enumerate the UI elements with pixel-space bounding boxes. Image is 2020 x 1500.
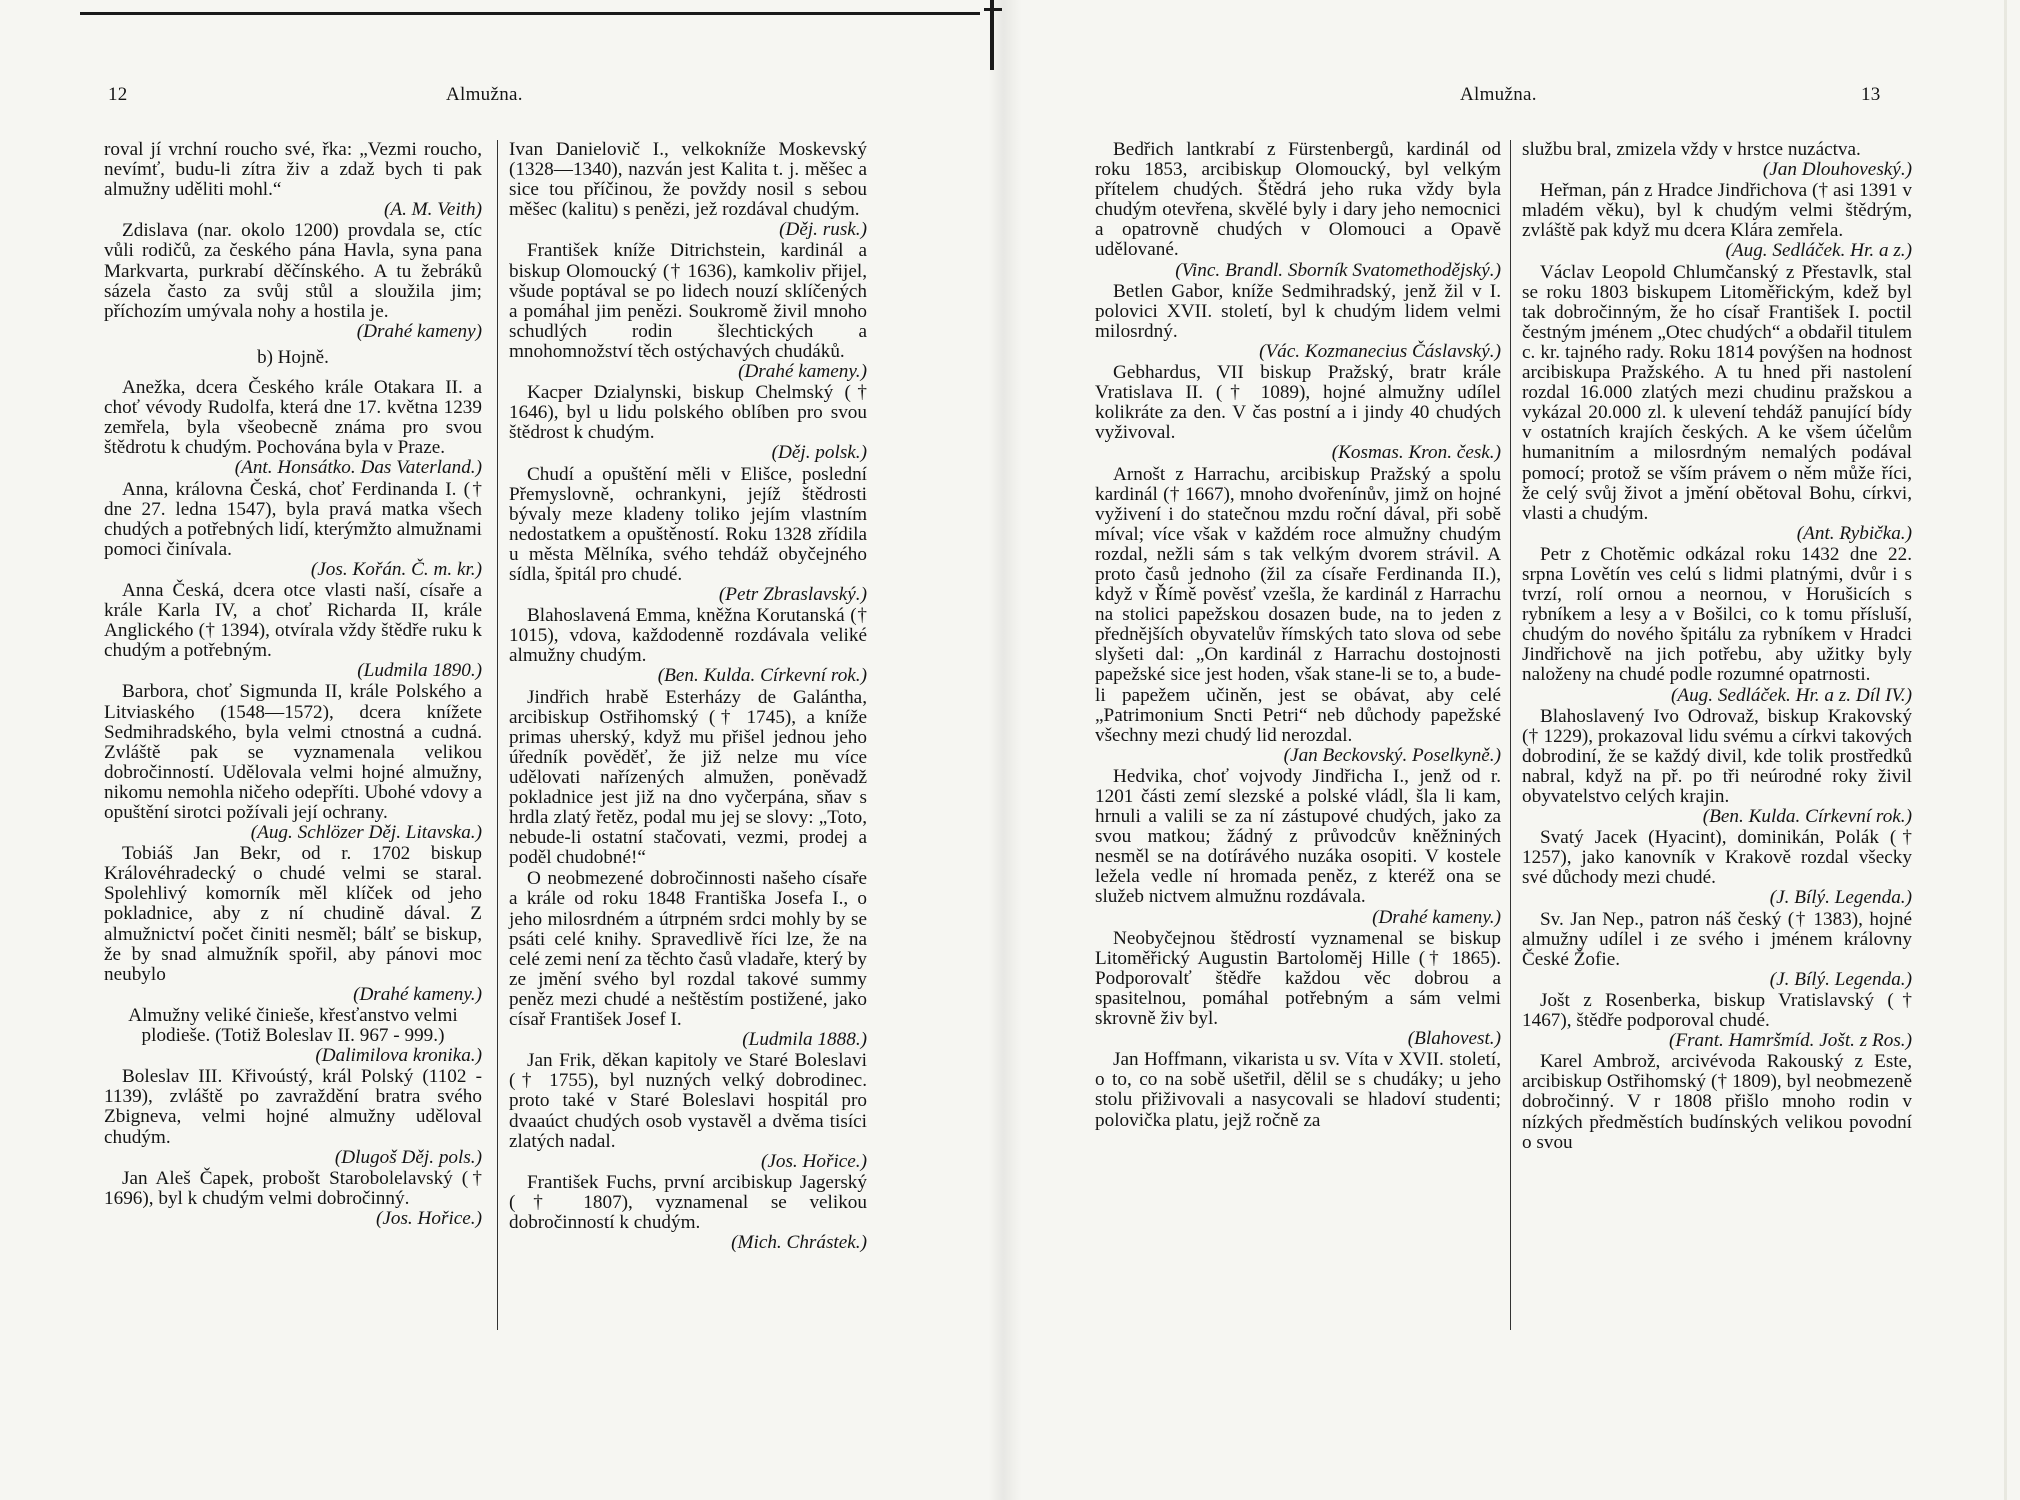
entry-source: (Děj. polsk.)	[771, 442, 867, 464]
entry-paragraph	[104, 682, 482, 843]
top-rule	[80, 12, 980, 15]
entry-source: (Ludmila 1890.)	[357, 660, 482, 682]
entry-text: Zdislava (nar. okolo 1200) provdala se, ctíc vůli rodičů, za českého pána Havla, syna pana Markvarta, purkrabí děčínského. A tu žebráků sázela často za svůj stůl a sloužila jim; příchozím umývala nohy a hostila je.	[104, 220, 482, 322]
entry-source: (Jos. Hořice.)	[375, 1207, 482, 1229]
entry-source: (Mich. Chrástek.)	[731, 1232, 867, 1254]
running-head: Almužna.	[1460, 84, 1537, 105]
entry-text: František kníže Ditrichstein, kardinál a biskup Olomoucký († 1636), kamkoliv přijel, všude poptával se po lidech nouzí sklíčených a pomáhal jim penězi. Soukromě živil mnoho schudlých rodin šlechtických a mnohomnožství těch ostýchavých chudáků.	[509, 240, 867, 362]
entry-paragraph	[1522, 545, 1912, 706]
page-edge	[2004, 0, 2007, 1500]
entry-paragraph	[509, 688, 867, 869]
entry-text: Bedřich lantkrabí z Fürstenbergů, kardinál od roku 1853, arcibiskup Olomoucký, byl velkým přítelem chudých. Štědrá jeho ruka vždy byla chudým otevřena, skvělé byly i dary jeho nemocnici a opatrovně chudých v Olomouci a Opavě udělované.	[1095, 139, 1501, 261]
entry-source: (Jos. Kořán. Č. m. kr.)	[310, 558, 482, 580]
entry-text: Blahoslavený Ivo Odrovaž, biskup Krakovský († 1229), prokazoval lidu svému a církvi takových dobrodiní, že se každý divil, kde tolik prostředků nabral, když na př. po tři neúrodné roky živil obyvatelstvo celých krajin.	[1522, 705, 1912, 807]
entry-paragraph	[1095, 282, 1501, 362]
entry-source: (Ludmila 1888.)	[742, 1029, 867, 1051]
page-number: 13	[1861, 84, 1881, 105]
entry-text: Anna, královna Česká, choť Ferdinanda I. († dne 27. ledna 1547), byla pravá matka všech chudých a potřebných lidí, kterýmžto almužnami pomoci činívala.	[104, 478, 482, 560]
entry-source: (Vinc. Brandl. Sborník Svatomethodějský.)	[1175, 259, 1501, 281]
entry-source: (Aug. Sedláček. Hr. a z. Díl IV.)	[1670, 684, 1912, 706]
entry-source: (Aug. Schlözer Děj. Litavska.)	[250, 822, 482, 844]
entry-text: Anežka, dcera Českého krále Otakara II. a choť vévody Rudolfa, která dne 17. května 1239 zemřela, byla všeobecně známa pro svou štědrotu k chudým. Pochována byla v Praze.	[104, 377, 482, 459]
entry-text: Sv. Jan Nep., patron náš český († 1383), hojné almužny udílel i ze svého i jménem královny České Žofie.	[1522, 908, 1912, 970]
entry-source: (Dalimilova kronika.)	[315, 1045, 482, 1067]
entry-source: (J. Bílý. Legenda.)	[1769, 887, 1912, 909]
entry-source: (A. M. Veith)	[383, 199, 482, 221]
entry-paragraph	[104, 1169, 482, 1229]
entry-text: František Fuchs, první arcibiskup Jagerský († 1807), vyznamenal se velikou dobročinností k chudým.	[509, 1171, 867, 1233]
entry-text: Jan Frik, děkan kapitoly ve Staré Boleslavi († 1755), byl nuzných velký dobrodinec. proto také v Staré Boleslavi hospitál pro dvaaúct chudých osob vystavěl a dvěma tisíci zlatých nadal.	[509, 1050, 867, 1152]
entry-paragraph	[104, 140, 482, 220]
page-number: 12	[108, 84, 128, 105]
entry-source: (Ant. Honsátko. Das Vaterland.)	[234, 457, 482, 479]
entry-source: (Blahovest.)	[1407, 1028, 1501, 1050]
entry-paragraph	[104, 378, 482, 478]
entry-text: Jošt z Rosenberka, biskup Vratislavský († 1467), štědře podporoval chudé.	[1522, 989, 1912, 1032]
entry-paragraph	[1095, 1050, 1501, 1130]
entry-text: Neobyčejnou štědrostí vyznamenal se biskup Litoměřický Augustin Bartoloměj Hille († 1865). Podporovalť štědře každou věc dobrou a spasitelnou, pomáhal potřebným a sám velmi skrovně živ byl.	[1095, 927, 1501, 1030]
entry-text: Betlen Gabor, kníže Sedmihradský, jenž žil v I. polovici XVII. století, byl k chudým lidem velmi milosrdný.	[1095, 280, 1501, 342]
entry-text: Chudí a opuštění měli v Elišce, poslední Přemyslovně, ochrankyni, jejíž štědrosti bývaly meze kladeny toliko jejím vlastním nedostatkem a opuštěností. Roku 1328 zřídila u města Mělníka, svého tehdáž obyčejného sídla, špitál pro chudé.	[509, 463, 867, 585]
entry-text: roval jí vrchní roucho své, řka: „Vezmi roucho, nevímť, budu-li zítra živ a zdaž bych ti pak almužny uděliti mohl.“	[104, 139, 482, 201]
entry-text: Hedvika, choť vojvody Jindřicha I., jenž od r. 1201 části zemí slezské a polské vládl, šla li kam, hrnuli a valili se za ní zástupové chudých, jako za svou matkou; žádný z průvodcův kněžniných nesměl se na dotírávého nuzáka osopiti. V kostele ležela vedle ní hromada peněz, z kteréž ona se služeb nictvem almužnu rozdávala.	[1095, 765, 1501, 908]
entry-paragraph	[509, 1051, 867, 1172]
entry-paragraph	[1095, 140, 1501, 281]
entry-text: Boleslav III. Křivoústý, král Polský (1102 - 1139), zvláště po zavraždění bratra svého Zbigneva, velmi hojné almužny uděloval chudým.	[104, 1066, 482, 1148]
entry-paragraph	[104, 1067, 482, 1167]
entry-text: Tobiáš Jan Bekr, od r. 1702 biskup Královéhradecký o chudé velmi se staral. Spolehlivý komorník měl klíček od jeho pokladnice, aby z ní chudině dával. Z almužnictví počet činiti nesměl; bálť se biskup, že by snad almužník spořil, aby pánovi moc neubylo	[104, 843, 482, 985]
entry-text: O neobmezené dobročinnosti našeho císaře a krále od roku 1848 Františka Josefa I., o jeho milosrdném a útrpném srdci mohly by se psáti celé knihy. Spravedlivě říci lze, že na celé zemi není za těchto časů vladaře, který by ze jmění svého byl rozdal takové summy peněz mezi chudé a neštěstím postižené, jako císař František Josef I.	[509, 868, 867, 1031]
entry-source: (Vác. Kozmanecius Čáslavský.)	[1259, 340, 1501, 362]
text-column	[1522, 140, 1912, 1154]
text-column	[104, 140, 482, 1230]
entry-source: (Drahé kameny.)	[1372, 906, 1501, 928]
entry-paragraph	[509, 1173, 867, 1253]
entry-source: (Jan Beckovský. Poselkyně.)	[1283, 744, 1501, 766]
entry-source: (Jos. Hořice.)	[760, 1150, 867, 1172]
right-page	[1005, 0, 2020, 1500]
entry-paragraph	[1522, 181, 1912, 261]
entry-paragraph	[104, 844, 482, 1005]
entry-paragraph	[1095, 929, 1501, 1050]
left-page	[0, 0, 1005, 1500]
entry-paragraph	[509, 869, 867, 1050]
entry-text: službu bral, zmizela vždy v hrstce nuzáctva.	[1522, 139, 1861, 160]
gutter-mark	[984, 8, 1002, 11]
entry-text: Jan Hoffmann, vikarista u sv. Víta v XVII. století, o to, co na sobě ušetřil, dělil se s chudáky; u jeho stolu přiživovali a nasycovali se hladoví studenti; polovička platu, jejž ročně za	[1095, 1049, 1501, 1131]
entry-text: Karel Ambrož, arcivévoda Rakouský z Este, arcibiskup Ostřihomský († 1809), byl neobmezeně dobročinný. V r 1808 přišlo mnoho rodin v nízkých předměstích budínských velikou povodní o svou	[1522, 1051, 1912, 1153]
entry-text: Almužny veliké činieše, křesťanstvo velmi plodieše. (Totiž Boleslav II. 967 - 999.)	[128, 1004, 458, 1047]
section-heading: b) Hojně.	[257, 346, 329, 368]
entry-source: (Jan Dlouhoveský.)	[1762, 159, 1912, 181]
entry-text: Anna Česká, dcera otce vlasti naší, císaře a krále Karla IV, a choť Richarda II, krále Anglického († 1394), otvírala vždy štědře ruku k chudým a potřebným.	[104, 579, 482, 662]
entry-text: Heřman, pán z Hradce Jindřichova († asi 1391 v mladém věku), byl k chudým velmi štědrým, zvláště pak když mu dcera Klára zemřela.	[1522, 180, 1912, 242]
entry-source: (Dlugoš Děj. pols.)	[334, 1146, 482, 1168]
entry-paragraph	[104, 1006, 482, 1066]
entry-source: (Drahé kameny)	[356, 320, 482, 342]
entry-text: Petr z Chotěmic odkázal roku 1432 dne 22. srpna Lovětín ves celú s lidmi platnými, dvůr i s tvrzí, rolí ornou a neornou, v Horušicích s rybníkem a lesy a v Bošilci, co k tomu přísluší, chudým do nového špitálu za rybníkem v Hradci Jindřichově na jich potřebu, aby užitky byly naloženy na chudé podle rozumné opatrnosti.	[1522, 543, 1912, 686]
entry-paragraph	[1522, 263, 1912, 544]
entry-paragraph	[509, 241, 867, 382]
entry-source: (Petr Zbraslavský.)	[718, 584, 867, 606]
entry-source: (Drahé kameny.)	[353, 983, 482, 1005]
column-rule	[1510, 140, 1511, 1330]
entry-paragraph	[104, 581, 482, 681]
entry-source: (Frant. Hamršmíd. Jošt. z Ros.)	[1668, 1030, 1912, 1052]
entry-source: (Drahé kameny.)	[738, 361, 867, 383]
entry-paragraph	[1095, 363, 1501, 463]
entry-text: Barbora, choť Sigmunda II, krále Polského a Litviaského (1548—1572), dcera knížete Sedmihradského, byla velmi ctnostná a cudná. Zvláště pak se vyznamenala velikou dobročinností. Udělovala velmi hojné almužny, nikomu nemohla ničeho odepříti. Ubohé vdovy a opuštění sirotci požívali její ochrany.	[104, 681, 482, 823]
entry-paragraph	[104, 480, 482, 580]
entry-paragraph	[1522, 991, 1912, 1051]
entry-text: Jindřich hrabě Esterházy de Galántha, arcibiskup Ostřihomský († 1745), a kníže primas uherský, když mu přišel jednou jeho úředník pověděť, že již nelze mu více udělovati nařízených almužen, poněvadž pokladnice jest již na dno vyčerpána, sňav s hrdla zlatý řetěz, podal mu jej se slovy: „Toto, nebude-li ostatní stačovati, vezmi, prodej a poděl chudobné!“	[509, 686, 867, 869]
entry-paragraph	[509, 140, 867, 240]
entry-text: Svatý Jacek (Hyacint), dominikán, Polák († 1257), jako kanovník v Krakově rozdal všecky své důchody mezi chudé.	[1522, 827, 1912, 889]
entry-paragraph	[1522, 707, 1912, 828]
entry-paragraph	[509, 383, 867, 463]
entry-text: Blahoslavená Emma, kněžna Korutanská († 1015), vdova, každodenně rozdávala veliké almužny chudým.	[509, 605, 867, 667]
entry-text: Arnošt z Harrachu, arcibiskup Pražský a spolu kardinál († 1667), mnoho dvořenínův, jimž on hojné vyživení i do statečnou mzdu roční dával, při sobě míval; více však v každém roce almužny chudým rozdal, nežli sám s tak velkým dvorem strávil. A proto časů jednoho (žil za císaře Ferdinanda II.), když v Římě pověsť vzešla, že kardinál z Harrachu na stolici papežskou dosazen bude, na to jeden z přednějších obyvatelův římských tato slova od sebe slyšeti dal: „On kardinál z Harrachu dostojnosti papežské sice jest hoden, však stane-li se to, a bude-li papežem učiněn, jest se obávat, aby celé „Patrimonium Sncti Petri“ neb důchody papežské všechny mezi chudý lid nerozdal.	[1095, 463, 1501, 746]
entry-paragraph	[1095, 767, 1501, 928]
entry-source: (Ant. Rybička.)	[1796, 522, 1912, 544]
entry-text: Václav Leopold Chlumčanský z Přestavlk, stal se roku 1803 biskupem Litoměřickým, kdež byl tak dobročinným, že ho císař František I. poctil čestným jménem „Otec chudých“ a obdařil titulem c. kr. tajného rady. Roku 1814 povýšen na hodnost arcibiskupa Pražského. A tu hned při nastolení rozdal 16.000 zlatých mezi chudinu pražskou a vykázal 20.000 zl. k ulevení tehdáž panující bídy v ostatních krajích českých. A ke všem účelům humanitním a milosrdným nemalých podával pomocí; protož se vším právem o něm může říci, že celý svůj život a jmění obětoval Bohu, církvi, vlasti a chudým.	[1522, 261, 1913, 524]
entry-text: Kacper Dzialynski, biskup Chelmský († 1646), byl u lidu polského oblíben pro svou štědrost k chudým.	[509, 382, 867, 444]
entry-source: (Ben. Kulda. Církevní rok.)	[657, 665, 867, 687]
entry-source: (Kosmas. Kron. česk.)	[1331, 442, 1501, 464]
entry-paragraph	[104, 221, 482, 342]
entry-source: (Děj. rusk.)	[779, 219, 867, 241]
entry-paragraph	[1095, 465, 1501, 766]
running-head: Almužna.	[446, 84, 523, 105]
column-rule	[497, 140, 498, 1330]
entry-paragraph	[1522, 1052, 1912, 1152]
entry-paragraph	[1522, 910, 1912, 990]
entry-text: Ivan Danielovič I., velkokníže Moskevský (1328—1340), nazván jest Kalita t. j. měšec a sice tou příčinou, že povždy nosil s sebou měšec (kalitu) s penězi, jež rozdával chudým.	[509, 139, 867, 221]
entry-paragraph	[1522, 140, 1912, 180]
entry-text: Gebhardus, VII biskup Pražský, bratr krále Vratislava II. († 1089), hojné almužny udílel kolikráte za den. V čas postní a i jindy 40 chudých vyživoval.	[1095, 362, 1501, 444]
entry-source: (J. Bílý. Legenda.)	[1769, 968, 1912, 990]
entry-paragraph	[1522, 828, 1912, 908]
entry-paragraph	[509, 465, 867, 606]
entry-text: Jan Aleš Čapek, probošt Starobolelavský († 1696), byl k chudým velmi dobročinný.	[104, 1167, 482, 1209]
entry-source: (Ben. Kulda. Církevní rok.)	[1702, 806, 1912, 828]
text-column	[509, 140, 867, 1254]
text-column	[1095, 140, 1501, 1132]
entry-source: (Aug. Sedláček. Hr. a z.)	[1725, 240, 1912, 262]
entry-paragraph	[509, 606, 867, 686]
